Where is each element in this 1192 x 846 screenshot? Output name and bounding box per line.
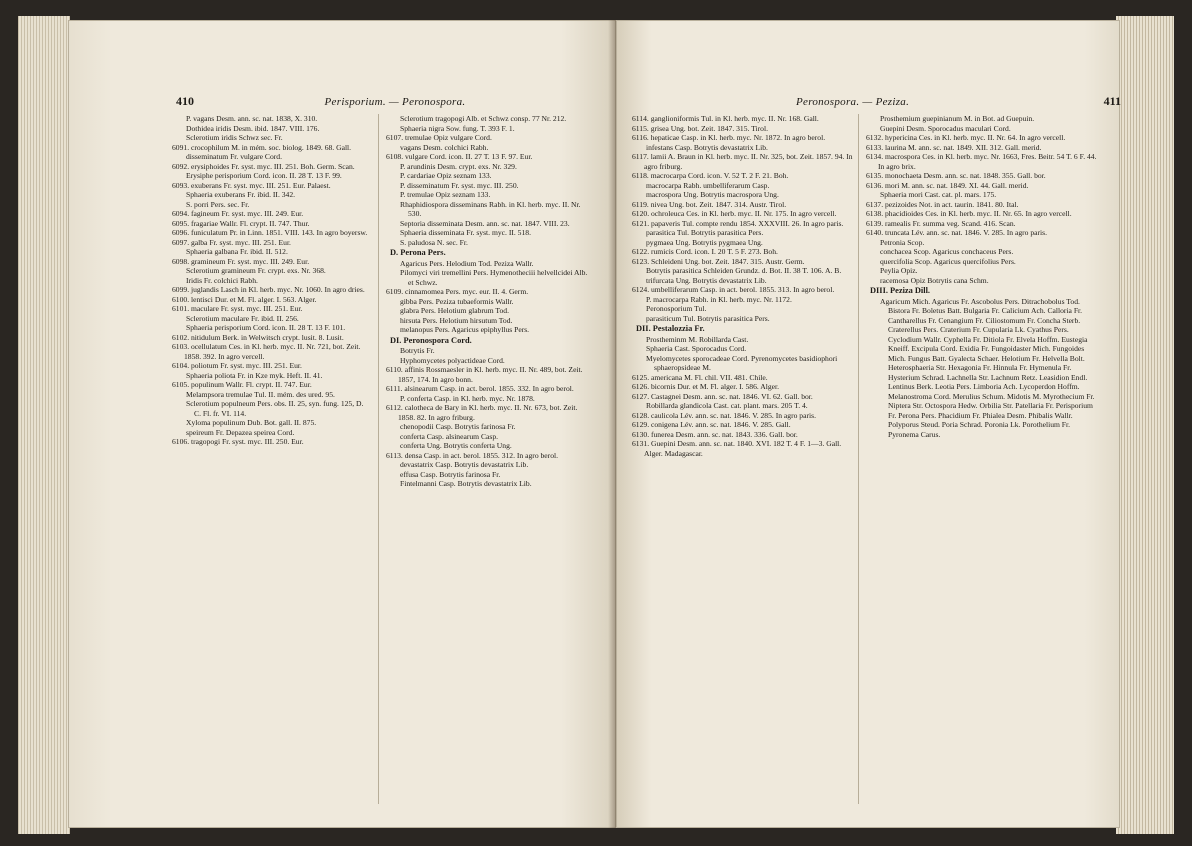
entry: Rhaphidiospora disseminans Rabh. in Kl. herb. myc. II. Nr. 530.	[400, 199, 581, 218]
entry: 6125. americana M. Fl. chil. VII. 481. Chile.	[632, 372, 768, 382]
entry: 6122. rumicis Cord. icon. I. 20 T. 5 F. 273. Boh.	[632, 247, 778, 256]
entry: 6114. ganglioniformis Tul. in Kl. herb. myc. II. Nr. 168. Gall.	[632, 114, 819, 123]
page-number: 410	[176, 94, 194, 108]
entry: quercifolia Scop. Agaricus quercifolius Pers.	[880, 256, 1016, 266]
right-column-1	[632, 114, 854, 814]
entry: S. paludosa N. sec. Fr.	[400, 237, 468, 247]
section-heading: DII. Pestalozzia Fr.	[636, 324, 705, 333]
entry: 6133. laurina M. ann. sc. nat. 1849. XII. 312. Gall. merid.	[866, 142, 1042, 152]
entry: 6132. hypericina Ces. in Kl. herb. myc. II. Nr. 64. In agro vercell.	[866, 133, 1066, 142]
entry: 6104. poliotum Fr. syst. myc. III. 251. Eur.	[172, 361, 302, 370]
left-page	[68, 20, 616, 828]
entry: Sphaeria Cast. Sporocadus Cord.	[646, 344, 747, 353]
left-page-header	[176, 94, 616, 109]
entry: 6124. umbelliferarum Casp. in act. berol. 1855. 313. In agro berol.	[632, 285, 835, 294]
entry: 6100. lentisci Dur. et M. Fl. alger. I. 563. Alger.	[172, 294, 317, 304]
entry: 6136. mori M. ann. sc. nat. 1849. XI. 44. Gall. merid.	[866, 180, 1029, 190]
entry: 6116. hepaticae Casp. in Kl. herb. myc. Nr. 1872. In agro berol.	[632, 133, 826, 142]
running-head: Perisporium. — Peronospora.	[324, 96, 466, 108]
entry: Dothidea iridis Desm. ibid. 1847. VIII. 176.	[186, 123, 320, 133]
entry: Fintelmanni Casp. Botrytis devastatrix Lib.	[400, 479, 532, 488]
section-heading: D. Perona Pers.	[390, 248, 446, 257]
entry: 6138. phacidioides Ces. in Kl. herb. myc. II. Nr. 65. In agro vercell.	[866, 209, 1072, 218]
entry: 6103. ocellulatum Ces. in Kl. herb. myc. II. Nr. 721, bot. Zeit. 1858. 392. In agro vercell.	[172, 342, 361, 361]
entry: effusa Casp. Botrytis farinosa Fr.	[400, 469, 501, 479]
page-edges-right	[1116, 16, 1174, 834]
entry: Sclerotium tragopogi Alb. et Schwz consp. 77 Nr. 212.	[400, 114, 567, 123]
entry: 6112. calotheca de Bary in Kl. herb. myc. II. Nr. 673, bot. Zeit. 1858. 82. In agro friburg.	[386, 403, 578, 422]
entry: infestans Casp. Botrytis devastatrix Lib.	[646, 142, 768, 152]
entry: 6119. nivea Ung. bot. Zeit. 1847. 314. Austr. Tirol.	[632, 199, 787, 209]
entry: Myelomycetes sporocadeae Cord. Pyrenomycetes basidiophori sphaeropsideae M.	[646, 353, 838, 372]
entry: 6109. cinnamomea Pers. myc. eur. II. 4. Germ.	[386, 287, 529, 296]
entry: racemosa Opiz Botrytis cana Schm.	[880, 275, 989, 285]
entry: 6131. Guepini Desm. ann. sc. nat. 1840. XVI. 182 T. 4 F. 1—3. Gall. Alger. Madagascar.	[632, 439, 842, 458]
entry: 6107. tremulae Opiz vulgare Cord.	[386, 133, 492, 142]
entry: 6097. galba Fr. syst. myc. III. 251. Eur.	[172, 237, 291, 247]
entry: Septoria disseminata Desm. ann. sc. nat. 1847. VIII. 23.	[400, 218, 570, 228]
entry: P. vagans Desm. ann. sc. nat. 1838, X. 310.	[186, 114, 318, 123]
entry: Sphaeria galbana Fr. ibid. II. 512.	[186, 247, 288, 256]
entry: Prosthemium guepinianum M. in Bot. ad Guepuin.	[880, 114, 1035, 123]
column-rule	[378, 114, 379, 804]
section-heading: DI. Peronospora Cord.	[390, 335, 472, 345]
entry: hirsuta Pers. Helotium hirsutum Tod.	[400, 315, 513, 325]
entry: 6126. bicornis Dur. et M. Fl. alger. I. 586. Alger.	[632, 382, 780, 391]
entry: macrospora Ung. Botrytis macrospora Ung.	[646, 190, 779, 199]
entry: chenopodii Casp. Botrytis farinosa Fr.	[400, 422, 516, 431]
entry: 6120. ochroleuca Ces. in Kl. herb. myc. II. Nr. 175. In agro vercell.	[632, 209, 837, 218]
entry: 6115. grisea Ung. bot. Zeit. 1847. 315. Tirol.	[632, 123, 768, 133]
running-head: Peronospora. — Peziza.	[796, 96, 910, 108]
entry: P. arundinis Desm. crypt. exs. Nr. 329.	[400, 161, 517, 171]
entry: devastatrix Casp. Botrytis devastatrix Lib.	[400, 460, 529, 469]
entry: trifurcata Ung. Botrytis devastatrix Lib.	[646, 275, 767, 285]
entry: parasitica Tul. Botrytis parasitica Pers.	[646, 228, 764, 237]
book-spread	[8, 14, 1184, 840]
entry: Sphaeria poliota Fr. in Kze myk. Heft. II. 41.	[186, 370, 323, 380]
entry: Sphaeria exuberans Fr. ibid. II. 342.	[186, 190, 296, 199]
entry: P. tremulae Opiz seznam 133.	[400, 190, 491, 199]
page-edges-left	[18, 16, 70, 834]
entry: 6121. papaveris Tul. compte rendu 1854. XXXVIII. 26. In agro paris.	[632, 218, 844, 228]
entry: 6118. macrocarpa Cord. icon. V. 52 T. 2 F. 21. Boh.	[632, 171, 789, 180]
entry: macrocarpa Rabh. umbelliferarum Casp.	[646, 180, 770, 190]
entry: 6117. lamii A. Braun in Kl. herb. myc. II. Nr. 325, bot. Zeit. 1857. 94. In agro friburg.	[632, 152, 853, 171]
entry: Melampsora tremulae Tul. II. mém. des ured. 95.	[186, 389, 335, 399]
entry: Sclerotium maculare Fr. ibid. II. 256.	[186, 313, 299, 323]
entry: conferta Ung. Botrytis conferta Ung.	[400, 441, 512, 450]
entry: Pilomyci viri tremellini Pers. Hymenotheciii helvellcidei Alb. et Schwz.	[400, 268, 588, 287]
entry: 6106. tragopogi Fr. syst. myc. III. 250. Eur.	[172, 437, 304, 446]
entry: P. cardariae Opiz seznam 133.	[400, 171, 492, 180]
entry: 6096. funiculatum Pr. in Linn. 1851. VIII. 143. In agro boyersw.	[172, 228, 368, 237]
column-rule	[858, 114, 859, 804]
entry: 6111. alsinearum Casp. in act. berol. 1855. 332. In agro berol.	[386, 384, 574, 393]
entry: 6095. fragariae Wallr. Fl. crypt. II. 747. Thur.	[172, 218, 310, 228]
entry: 6130. funerea Desm. ann. sc. nat. 1843. 336. Gall. bor.	[632, 429, 798, 439]
entry: S. porri Pers. sec. Fr.	[186, 199, 250, 209]
entry: Xyloma populinum Dub. Bot. gall. II. 875.	[186, 418, 317, 427]
entry: 6094. fagineum Fr. syst. myc. III. 249. Eur.	[172, 209, 304, 218]
entry: 6113. densa Casp. in act. berol. 1855. 312. In agro berol.	[386, 450, 559, 460]
entry: gibba Pers. Peziza tubaeformis Wallr.	[400, 296, 514, 306]
entry: Prostheminm M. Robillarda Cast.	[646, 334, 749, 344]
left-column-1	[172, 114, 372, 814]
entry: Sphaeria disseminata Fr. syst. myc. II. 518.	[400, 228, 531, 237]
entry: vagans Desm. colchici Rabh.	[400, 142, 489, 152]
entry: Sclerotium gramineum Fr. crypt. exs. Nr. 368.	[186, 266, 326, 275]
entry: Agaricus Pers. Helodium Tod. Peziza Wallr.	[400, 258, 534, 268]
entry: Sclerotium iridis Schwz sec. Fr.	[186, 133, 283, 142]
entry: disseminatum Fr. vulgare Cord.	[186, 152, 282, 161]
entry: Sphaeria nigra Sow. fung. T. 393 F. 1.	[400, 123, 515, 133]
entry: 6101. maculare Fr. syst. myc. III. 251. Eur.	[172, 304, 303, 313]
entry: 6139. ramealis Fr. summa veg. Scand. 416. Scan.	[866, 218, 1016, 228]
entry: Botrytis parasitica Schleiden Grundz. d. Bot. II. 38 T. 106. A. B.	[646, 266, 842, 275]
right-page-header	[796, 94, 1121, 109]
entry: Peronosporium Tul.	[646, 304, 707, 313]
entry: Sphaeria perisporium Cord. icon. II. 28 T. 13 F. 101.	[186, 323, 346, 332]
entry: 6128. caulicola Lév. ann. sc. nat. 1846. V. 285. In agro paris.	[632, 410, 816, 420]
entry: Peylia Opiz.	[880, 266, 918, 275]
entry: 6110. affinis Rossmaesler in Kl. herb. myc. II. Nr. 489, bot. Zeit. 1857, 174. In agro bonn.	[386, 365, 583, 384]
entry: Botrytis Fr.	[400, 346, 435, 355]
entry: 6091. crocophilum M. in mém. soc. biolog. 1849. 68. Gall.	[172, 142, 352, 152]
page-number: 411	[1103, 94, 1121, 108]
entry: 6099. juglandis Lasch in Kl. herb. myc. Nr. 1060. In agro dries.	[172, 285, 365, 294]
entry: Petronia Scop.	[880, 237, 925, 247]
entry: 6140. truncata Lév. ann. sc. nat. 1846. V. 285. In agro paris.	[866, 228, 1048, 237]
left-column-2	[386, 114, 594, 814]
entry: pygmaea Ung. Botrytis pygmaea Ung.	[646, 237, 763, 247]
entry: 6123. Schleideni Ung. bot. Zeit. 1847. 315. Austr. Germ.	[632, 256, 805, 266]
entry: glabra Pers. Helotium glabrum Tod.	[400, 306, 509, 315]
entry: Erysiphe perisporium Cord. icon. II. 28 T. 13 F. 99.	[186, 171, 342, 180]
entry: Guepini Desm. Sporocadus maculari Cord.	[880, 123, 1011, 133]
entry: conchacea Scop. Agaricus conchaceus Pers.	[880, 247, 1014, 256]
entry: 6098. gramineum Fr. syst. myc. III. 249. Eur.	[172, 256, 310, 266]
entry: Robillarda glandicola Cast. cat. plant. mars. 205 T. 4.	[646, 401, 808, 410]
entry: 6129. conigena Lév. ann. sc. nat. 1846. V. 285. Gall.	[632, 420, 791, 429]
entry: conferta Casp. alsinearum Casp.	[400, 431, 499, 441]
entry: Sphaeria mori Cast. cat. pl. mars. 175.	[880, 190, 997, 199]
entry: speireum Fr. Depazea speirea Cord.	[186, 427, 295, 437]
entry: 6134. macrospora Ces. in Kl. herb. myc. Nr. 1663, Fres. Beitr. 54 T. 6 F. 44. In agro brix.	[866, 152, 1097, 171]
entry: 6093. exuberans Fr. syst. myc. III. 251. Eur. Palaest.	[172, 180, 331, 190]
entry: 6137. pezizoides Not. in act. taurin. 1841. 80. Ital.	[866, 199, 1019, 209]
entry: Iridis Fr. colchici Rabh.	[186, 275, 258, 285]
entry: 6108. vulgare Cord. icon. II. 27 T. 13 F. 97. Eur.	[386, 152, 533, 161]
entry: melanopus Pers. Agaricus epiphyllus Pers.	[400, 325, 530, 334]
entry: 6105. populinum Wallr. Fl. crypt. II. 747. Eur.	[172, 380, 312, 389]
entry: 6135. monochaeta Desm. ann. sc. nat. 1848. 355. Gall. bor.	[866, 171, 1046, 180]
section-heading: DIII. Peziza Dill.	[870, 286, 931, 295]
right-column-2	[866, 114, 1102, 814]
right-page	[616, 20, 1120, 828]
entry: Hyphomycetes polyactideae Cord.	[400, 355, 505, 365]
entry: 6092. erysiphoides Fr. syst. myc. III. 251. Boh. Germ. Scan.	[172, 161, 355, 171]
entry: 6127. Castagnei Desm. ann. sc. nat. 1846. VI. 62. Gall. bor.	[632, 391, 813, 401]
entry: P. conferta Casp. in Kl. herb. myc. Nr. 1878.	[400, 393, 535, 403]
entry: parasiticum Tul. Botrytis parasitica Pers.	[646, 313, 770, 323]
entry: Sclerotium populneum Pers. obs. II. 25, syn. fung. 125, D. C. Fl. fr. VI. 114.	[186, 399, 364, 418]
entry: 6102. nitidulum Berk. in Welwitsch crypt. lusit. 8. Lusit.	[172, 332, 344, 342]
entry: Agaricum Mich. Agaricus Fr. Ascobolus Pers. Ditrachobolus Tod. Bistora Fr. Boletus Batt. Bulgaria Fr. Calicium Ach. Calloria Fr. Cantharellus Fr. Cenangium Fr. Ciliostomum Fr. Concha Sterb. Craterellus Pers. Craterium Fr. Cupularia Lk. Cyathus Pers. Cyclodium Wallr. Cyphella Fr. Ditiola Fr. Elvela Hoffm. Eustegia Kneiff. Excipula Cord. Exidia Fr. Fungoidaster Mich. Fungoides Mich. Fungus Batt. Gyalecta Schaer. Helotium Fr. Helvella Bolt. Heterosphaeria Str. Hexagonia Fr. Hinnula Fr. Hymenula Fr. Hysterium Schrad. Lachnella Str. Lachnum Retz. Leasidion Endl. Lentinus Berk. Leotia Pers. Limboria Ach. Lycoperdon Hoffm. Melanostroma Cord. Merulius Schum. Midotis M. Myrothecium Fr. Niptera Str. Octospora Hedw. Orbilia Str. Patellaria Fr. Perisporium Fr. Perona Pers. Phacidium Fr. Phialea Desm. Phibalis Wallr. Polyporus Steud. Poria Schrad. Poronia Lk. Porothelium Fr. Pyronema Carus.	[880, 296, 1095, 439]
entry: P. macrocarpa Rabh. in Kl. herb. myc. Nr. 1172.	[646, 294, 792, 304]
entry: P. disseminatum Fr. syst. myc. III. 250.	[400, 180, 519, 190]
